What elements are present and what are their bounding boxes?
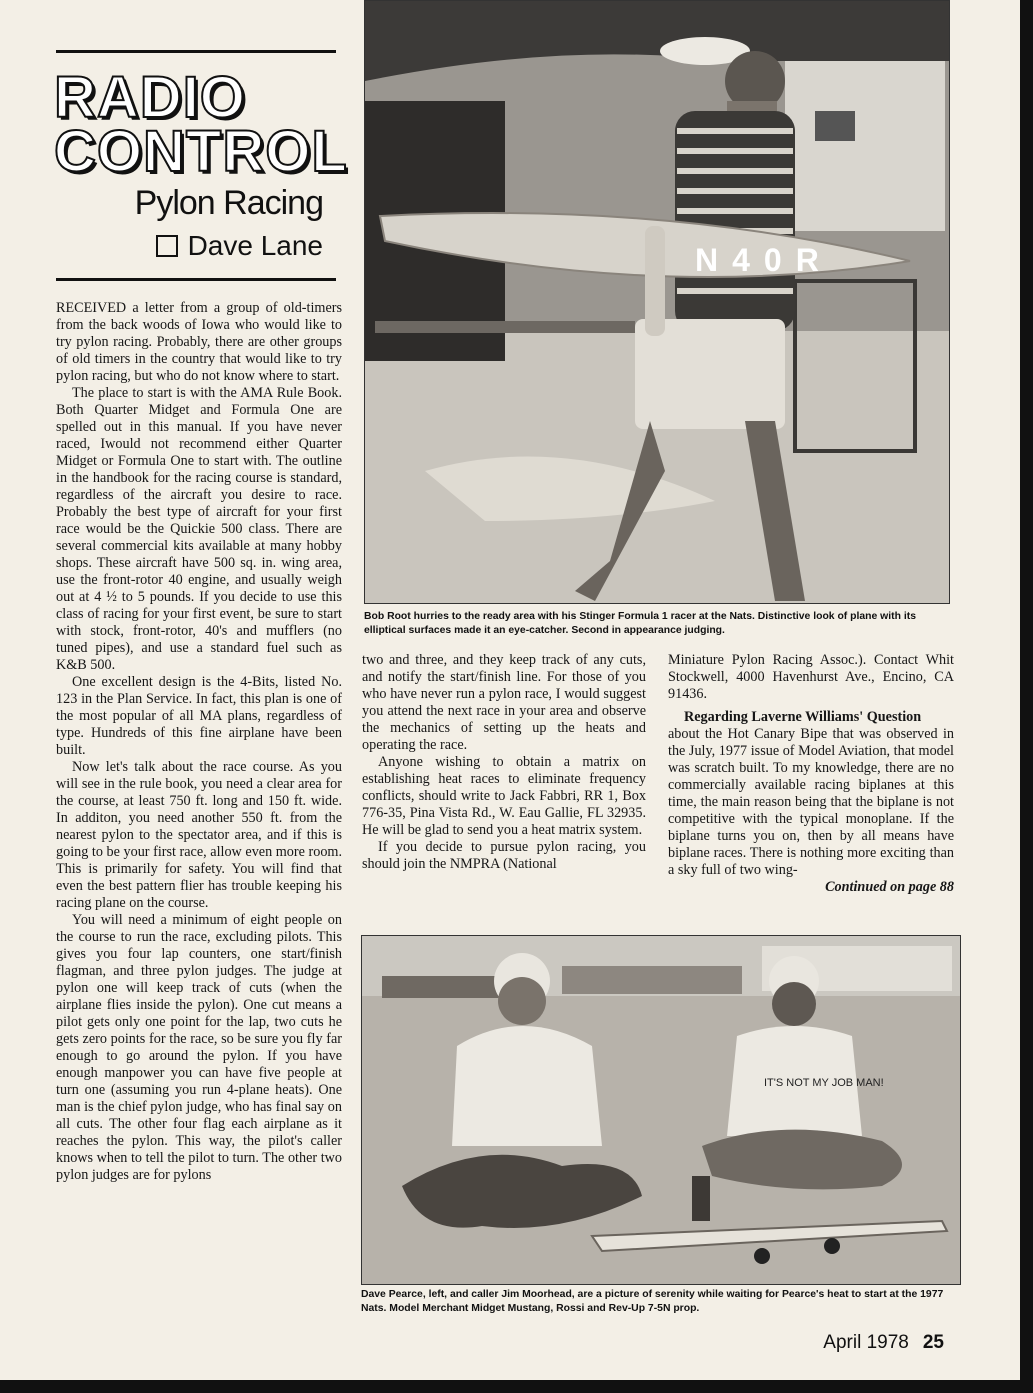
page-folio [823, 1332, 944, 1354]
article-column-2 [362, 652, 646, 922]
photo-bob-root [364, 0, 950, 604]
paragraph: Now let's talk about the race course. As you will see in the rule book, you need a clear area for the course, at least 750 ft. long and 150 ft. wide. In additon, you need another 550 ft. from the nearest pylon to the spectator area, and if this is going to be your first race, allow even more room. This is primarily for safety. You will find that even the best pattern flier has trouble keeping his racing plane on the course. [56, 759, 342, 911]
paragraph: Miniature Pylon Racing Assoc.). Contact Whit Stockwell, 4000 Havenhurst Ave., Encino, CA 91436. [668, 652, 954, 702]
byline [156, 230, 323, 262]
section-heading: Regarding Laverne Williams' Question [684, 709, 922, 725]
issue-date: April 1978 [823, 1332, 909, 1353]
article-column-1 [56, 300, 342, 1330]
photo-bob-root-image [365, 1, 949, 603]
top-rule [56, 50, 336, 53]
bottom-rule [56, 278, 336, 281]
article-column-3 [668, 652, 954, 932]
photo-caption-1: Bob Root hurries to the ready area with his Stinger Formula 1 racer at the Nats. Distinctive look of plane with its elliptical surfaces made it an eye-catcher. Second in appearance judging. [364, 611, 916, 636]
title-line-2: CONTROL [54, 119, 348, 184]
paragraph: about the Hot Canary Bipe that was observed in the July, 1977 issue of Model Aviation, that model was scratch built. To my knowledge, there are no commercially available racing biplanes at this time, the main reason being that the biplane is not competitive with the typical monoplane. If the biplane turns you on, then by all means have biplane races. There is nothing more exciting than a sky full of two wing- [668, 726, 954, 878]
paragraph: two and three, and they keep track of any cuts, and notify the start/finish line. For those of you who have never run a pylon race, I would suggest you attend the next race in your area and observe the mechanics of setting up the heats and operating the race. [362, 652, 646, 753]
paragraph: You will need a minimum of eight people on the course to run the race, excluding pilots. This gives you four lap counters, one start/finish flagman, and three pylon judges. The judge at pylon one will keep track of cuts (when the airplane flies inside the pylon). One cut means a pilot gets only one point for the lap, two cuts he gets zero points for the race, so be sure you fly far enough to go around the pylon. If you have enough manpower you can have five people at turn one (assuming you run 4-plane heats). One man is the chief pylon judge, who has final say on all cuts. The other four flag each airplane as it reaches the pylon. This way, the pilot's caller knows when to tell the pilot to turn. The other two pylon judges are for pylons [56, 912, 342, 1183]
shirt-text: IT'S NOT MY JOB MAN! [764, 1077, 884, 1089]
photo-pearce-moorhead [361, 935, 961, 1285]
paragraph: If you decide to pursue pylon racing, you should join the NMPRA (National [362, 839, 646, 872]
photo-caption-2: Dave Pearce, left, and caller Jim Moorhead, are a picture of serenity while waiting for Pearce's heat to start at the 1977 Nats. Model Merchant Midget Mustang, Rossi and Rev-Up 7-5N prop. [361, 1289, 944, 1314]
paragraph: One excellent design is the 4-Bits, listed No. 123 in the Plan Service. In fact, this plan is one of the most popular of all MA plans, regardless of type. Hundreds of this fine airplane have been built. [56, 674, 342, 758]
subtitle: Pylon Racing [134, 184, 323, 222]
paragraph: RECEIVED a letter from a group of old-timers from the back woods of Iowa who would like to try pylon racing. Probably, there are other groups of old timers in the country that would like to try pylon racing, but who do not know where to start. [56, 300, 342, 384]
paragraph: The place to start is with the AMA Rule Book. Both Quarter Midget and Formula One are spelled out in this manual. If you have never raced, Iwould not recommend either Quarter Midget or Formula One to start with. The outline in the handbook for the racing course is standard, regardless of the aircraft you desire to race. Probably the best type of aircraft for your first race would be the Quickie 500 class. There are several commercial kits available at many hobby shops. These aircraft have 500 sq. in. wing area, use the front-rotor 40 engine, and usually weigh out at 4 ½ to 5 pounds. If you decide to use this class of racing for your first event, be sure to start with stock, front-rotor, 40's and mufflers (no tuned pipes), and use a standard fuel such as K&B 500. [56, 385, 342, 673]
title-line-1: RADIO [54, 65, 246, 130]
page-number: 25 [922, 1332, 944, 1353]
author-name: Dave Lane [187, 230, 323, 261]
checkbox-square-icon [156, 235, 178, 257]
paragraph: Anyone wishing to obtain a matrix on establishing heat races to eliminate frequency conflicts, should write to Jack Fabbri, RR 1, Box 776-35, Pina Vista Rd., W. Eau Gallie, FL 32935. He will be glad to send you a heat matrix system. [362, 754, 646, 838]
plane-marking-text: N40R [695, 242, 833, 278]
continued-note: Continued on page 88 [825, 879, 954, 895]
photo-pearce-moorhead-image [362, 936, 960, 1284]
